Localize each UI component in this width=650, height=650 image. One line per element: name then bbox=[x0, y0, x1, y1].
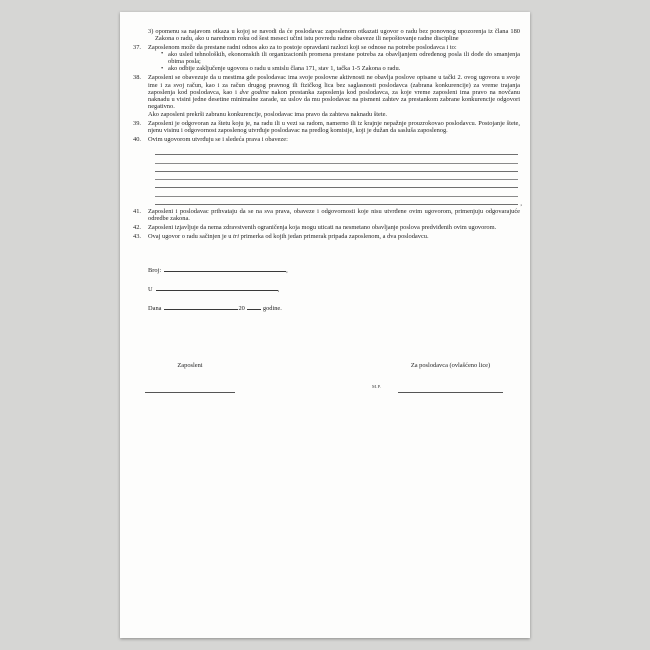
bullet-icon: • bbox=[161, 50, 164, 58]
fill-in-lines bbox=[155, 147, 522, 207]
bullet-text: ako odbije zaključenje ugovora o radu u smislu člana 171, stav 1, tačka 1-5 Zakona o radu. bbox=[168, 65, 401, 73]
item-40-text: Ovim ugovorom utvrđuju se i sledeća prava i obaveze: bbox=[148, 135, 288, 143]
carryover-list-item bbox=[148, 28, 520, 43]
carryover-text: opomenu sa najavom otkaza u kojoj se navodi da će poslodavac zaposlenom otkazati ugovor o radu bez ponovnog upozorenja iz člana 180 Zakona o radu, ako u narednom roku od šest meseci učini istu povredu radne obaveze ili nepoštovanje radne discipline bbox=[155, 28, 520, 43]
year-blank-line bbox=[247, 304, 261, 310]
fill-in-line bbox=[155, 164, 518, 172]
carryover-marker: 3) bbox=[148, 28, 154, 35]
employer-signature-block bbox=[398, 362, 503, 393]
mesto-blank-line bbox=[156, 285, 280, 294]
employee-signature-label: Zaposleni bbox=[177, 362, 203, 370]
broj-blank-line bbox=[164, 266, 288, 275]
employer-signature-line bbox=[398, 391, 503, 393]
datum-blank-line bbox=[164, 304, 238, 310]
item-38-text-before: Zaposleni se obavezuje da u mestima gde poslodavac ima svoje poslovne aktivnosti ne obavlja poslove opisane u tački 2. ovog ugovora u svoje ime i za svoj račun, kao i za račun drugog pravnog ili fizičkog lica bez saglasnosti poslodavca (zabrana konkurencije) za vreme trajanja zaposlenja kod poslodavca, kao i bbox=[148, 74, 520, 96]
fill-in-line bbox=[155, 147, 518, 155]
contract-item-39 bbox=[133, 120, 520, 135]
u-label: U bbox=[148, 286, 153, 294]
item-42-text: Zaposleni izjavljuje da nema zdravstvenih ograničenja koja mogu uticati na nesmetano obavljanje poslova predviđenih ovim ugovorom. bbox=[148, 224, 497, 232]
contract-item-38 bbox=[133, 74, 520, 118]
contract-item-43 bbox=[133, 233, 520, 240]
item-39-text: Zaposleni je odgovoran za štetu koju je, na radu ili u vezi sa radom, namerno ili iz krajnje nepažnje prouzrokovao poslodavcu. Postojanje štete, njenu visinu i odgovornost zaposlenog utvrđuje poslodavac na predlog komisije, koji je dužan da sasluša zaposlenog. bbox=[148, 119, 520, 134]
broj-label: Broj: bbox=[148, 267, 162, 275]
fill-in-line bbox=[155, 197, 522, 207]
bullet-text: ako usled tehnoloških, ekonomskih ili organizacionih promena prestane potreba za obavljanjem određenog posla ili dođe do smanjenja obima posla; bbox=[168, 50, 520, 66]
item-43-number: 43. bbox=[133, 232, 141, 240]
item-41-number: 41. bbox=[133, 208, 141, 216]
employee-signature-block bbox=[145, 362, 235, 393]
dana-label: Dana bbox=[148, 304, 162, 312]
item-37-text: Zaposlenom može da prestane radni odnos ako za to postoje opravdani razlozi koji se odnose na potrebe poslodavca i to: bbox=[148, 43, 457, 51]
comma: , bbox=[277, 286, 280, 294]
godine-label: godine. bbox=[262, 304, 282, 312]
item-38-number: 38. bbox=[133, 74, 141, 82]
fill-in-trailing-punctuation: , bbox=[520, 199, 522, 207]
document-fields bbox=[148, 266, 520, 312]
signature-section bbox=[133, 362, 520, 407]
fill-in-line bbox=[155, 180, 518, 188]
item-38-italic-phrase: dve godine bbox=[239, 88, 269, 96]
item-38-paragraph-2: Ako zaposleni prekrši zabranu konkurencije, poslodavac ima pravo da zahteva naknadu štete. bbox=[148, 110, 388, 118]
bullet-item bbox=[160, 51, 520, 66]
item-42-number: 42. bbox=[133, 224, 141, 232]
fill-in-line bbox=[155, 188, 518, 196]
item-38-text-after: nakon prestanka zaposlenja kod poslodavca, za koje vreme zaposleni ima pravo na novčanu naknadu u visini jedne desetine minimalne zarade, uz uslov da mu poslodavac na pismeni zahtev za prestankom zabrane konkurencije odgovori negativno. bbox=[148, 88, 520, 111]
comma: , bbox=[286, 267, 288, 275]
item-39-number: 39. bbox=[133, 119, 141, 127]
employer-signature-label: Za poslodavca (ovlašćeno lice) bbox=[410, 362, 491, 370]
item-40-number: 40. bbox=[133, 135, 141, 143]
item-43-text-after: primerka od kojih jedan primerak pripada zaposlenom, a dva poslodavcu. bbox=[239, 232, 429, 240]
item-41-text: Zaposleni i poslodavac prihvataju da se na sva prava, obaveze i odgovornosti koje nisu utvrđene ovim ugovorom, primenjuju odgovarajuće odredbe zakona. bbox=[148, 208, 520, 223]
fill-in-line bbox=[155, 155, 518, 163]
mesto-field-row bbox=[148, 285, 520, 293]
item-37-number: 37. bbox=[133, 43, 141, 51]
contract-body bbox=[133, 28, 520, 407]
contract-item-37 bbox=[133, 44, 520, 73]
datum-field-row bbox=[148, 304, 520, 312]
broj-field-row bbox=[148, 266, 520, 274]
document-page bbox=[120, 12, 530, 638]
employee-signature-line bbox=[145, 391, 235, 393]
item-37-bullet-list bbox=[160, 51, 520, 73]
year-prefix: 20 bbox=[238, 304, 245, 312]
contract-item-40 bbox=[133, 136, 520, 143]
item-43-text-before: Ovaj ugovor o radu sačinjen je u bbox=[148, 232, 234, 240]
contract-item-42 bbox=[133, 224, 520, 231]
item-43-italic-phrase: tri bbox=[233, 232, 240, 240]
stamp-placeholder-label: M.P. bbox=[372, 384, 382, 390]
bullet-icon: • bbox=[161, 64, 164, 72]
fill-in-line bbox=[155, 172, 518, 180]
bullet-item bbox=[160, 65, 520, 72]
contract-item-41 bbox=[133, 208, 520, 223]
